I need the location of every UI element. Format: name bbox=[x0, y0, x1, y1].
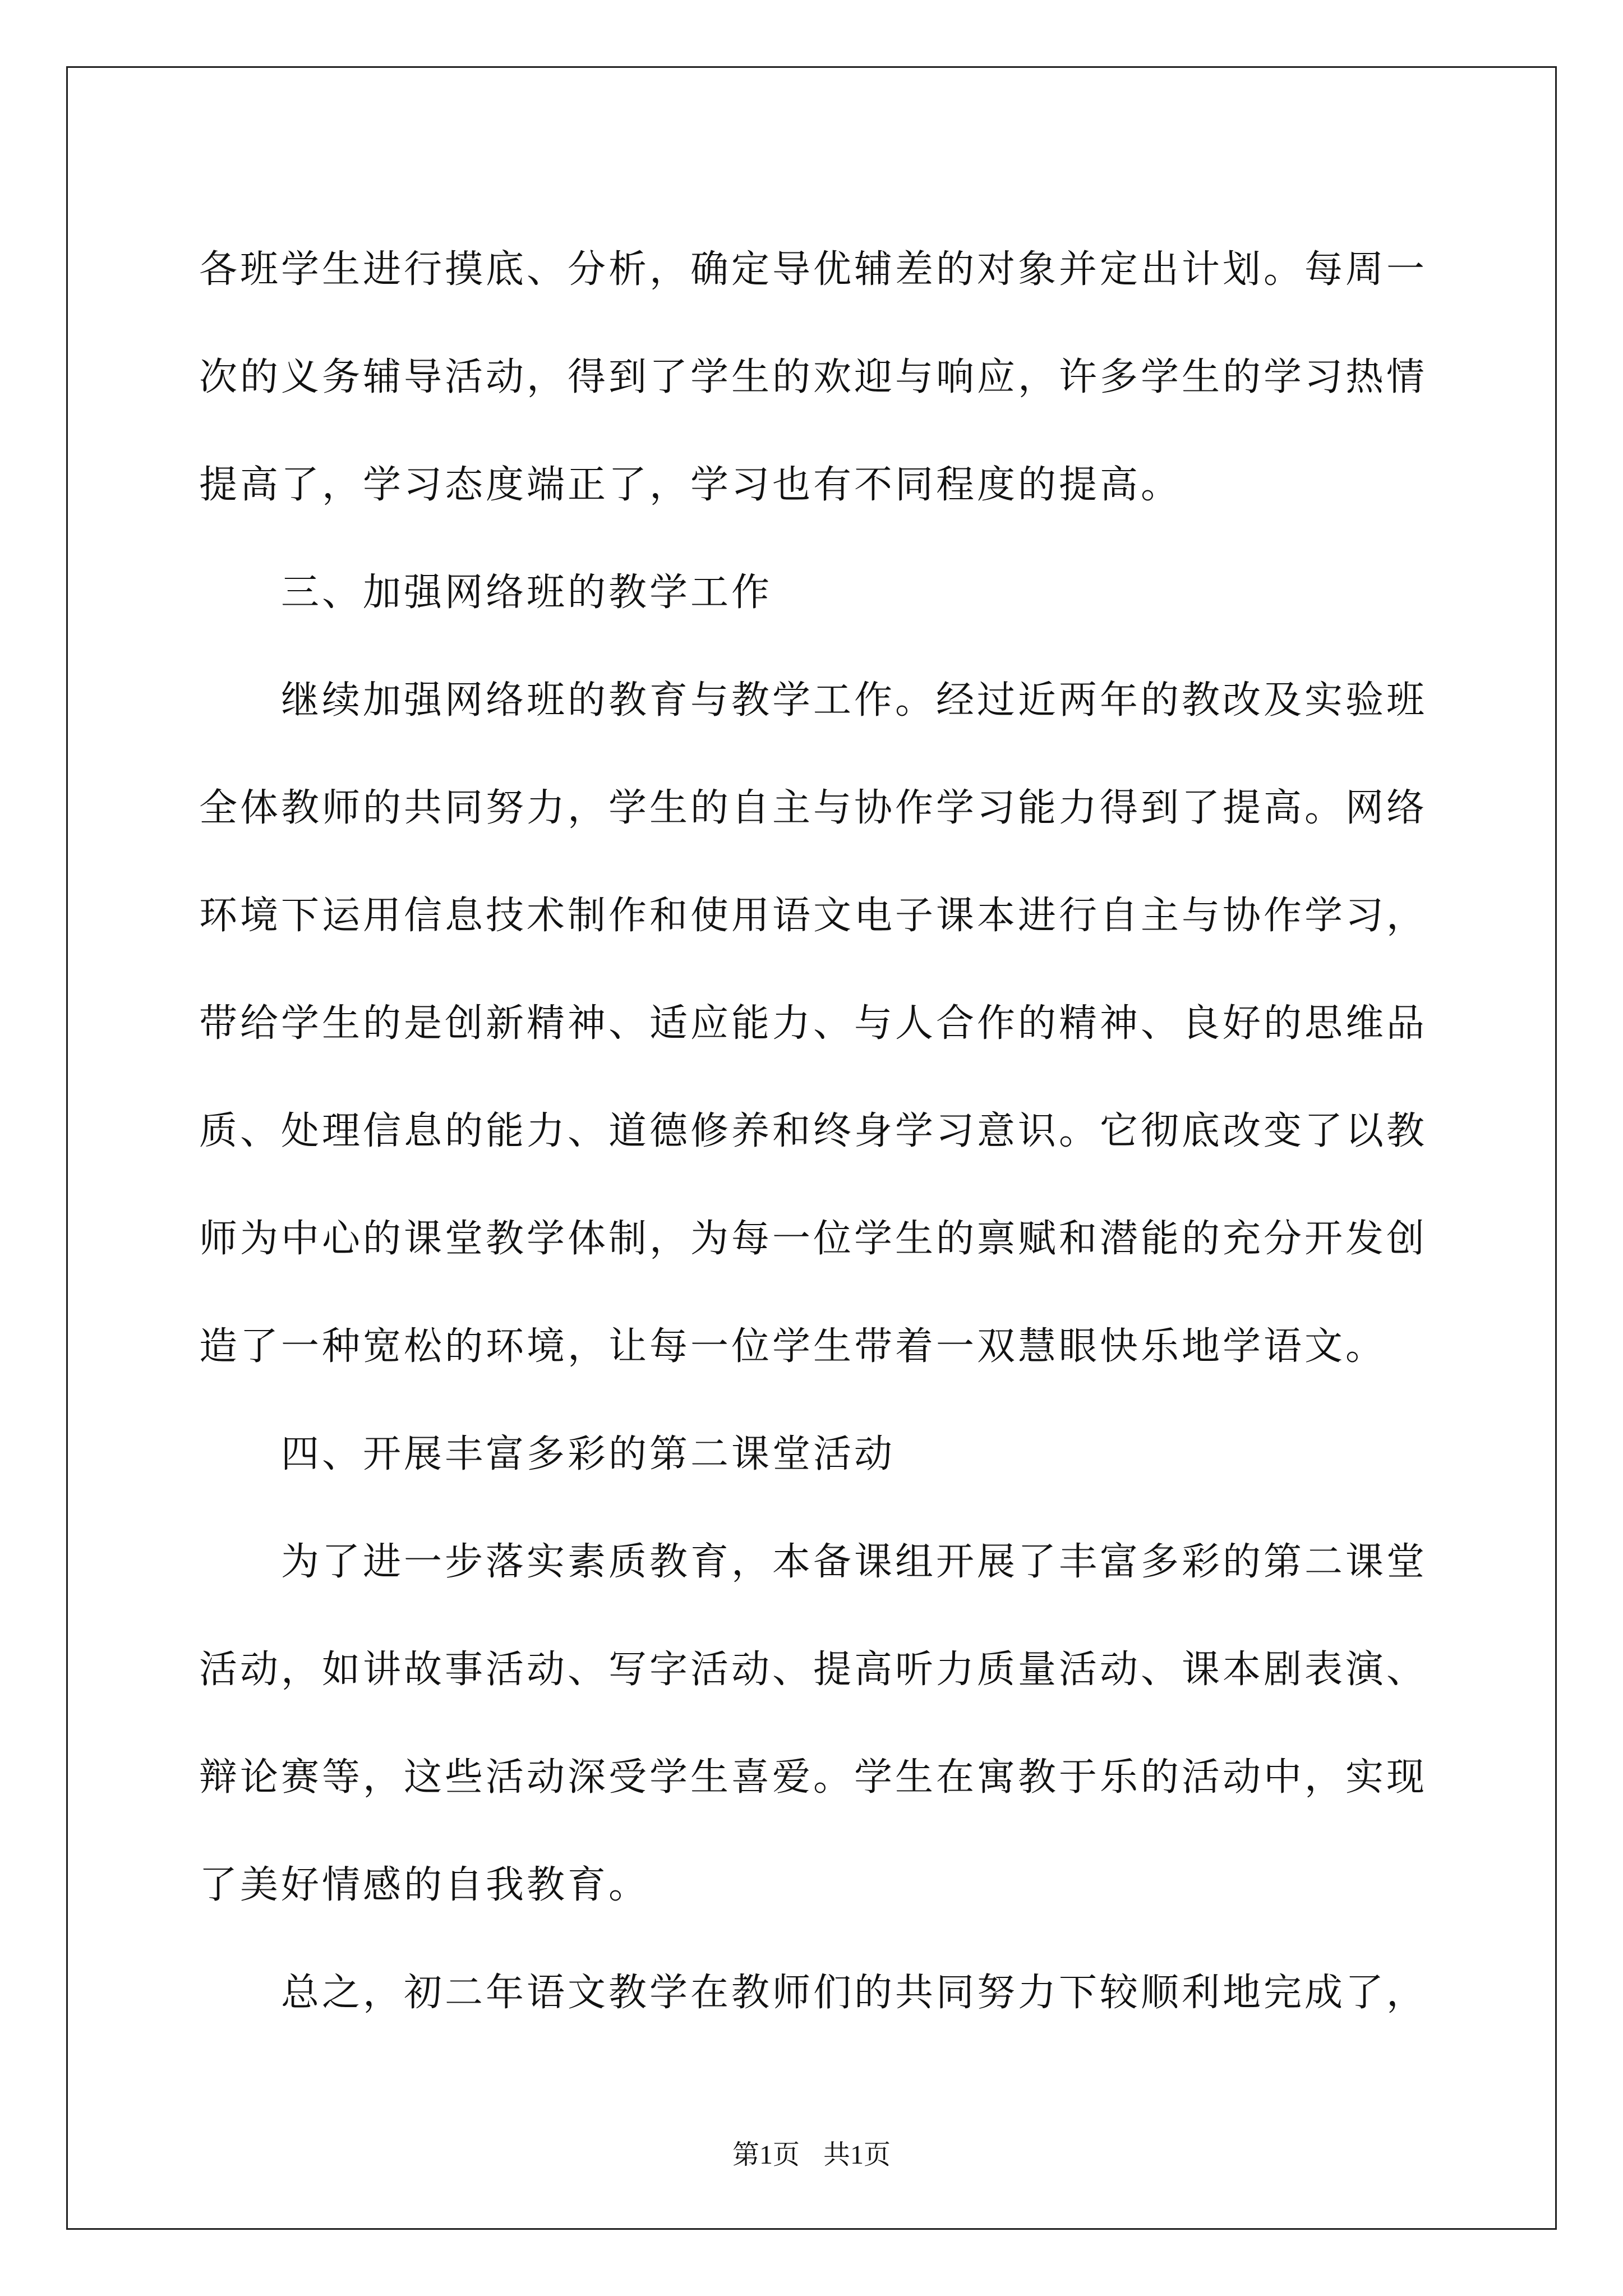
section-heading-3: 三、加强网络班的教学工作 bbox=[281, 570, 773, 615]
paragraph-continued: 各班学生进行摸底、分析，确定导优辅差的对象并定出计划。每周一次的义务辅导活动，得到了学生的欢迎与响应，许多学生的学习热情提高了，学习态度端正了，学习也有不同程度的提高。 bbox=[199, 247, 1428, 507]
paragraph-second-classroom: 为了进一步落实素质教育，本备课组开展了丰富多彩的第二课堂活动，如讲故事活动、写字活动、提高听力质量活动、课本剧表演、辩论赛等，这些活动深受学生喜爱。学生在寓教于乐的活动中，实现了美好情感的自我教育。 bbox=[199, 1540, 1428, 1907]
paragraph-network-class: 继续加强网络班的教育与教学工作。经过近两年的教改及实验班全体教师的共同努力，学生的自主与协作学习能力得到了提高。网络环境下运用信息技术制作和使用语文电子课本进行自主与协作学习，带给学生的是创新精神、适应能力、与人合作的精神、良好的思维品质、处理信息的能力、道德修养和终身学习意识。它彻底改变了以教师为中心的课堂教学体制，为每一位学生的禀赋和潜能的充分开发创造了一种宽松的环境，让每一位学生带着一双慧眼快乐地学语文。 bbox=[199, 678, 1428, 1369]
paragraph-summary: 总之，初二年语文教学在教师们的共同努力下较顺利地完成了， bbox=[281, 1971, 1428, 2015]
document-body bbox=[199, 216, 1427, 2047]
page-number-total: 共1页 bbox=[823, 2140, 891, 2170]
page-footer bbox=[0, 2133, 1623, 2171]
page-number-current: 第1页 bbox=[732, 2140, 800, 2170]
section-heading-4: 四、开展丰富多彩的第二课堂活动 bbox=[281, 1432, 896, 1476]
